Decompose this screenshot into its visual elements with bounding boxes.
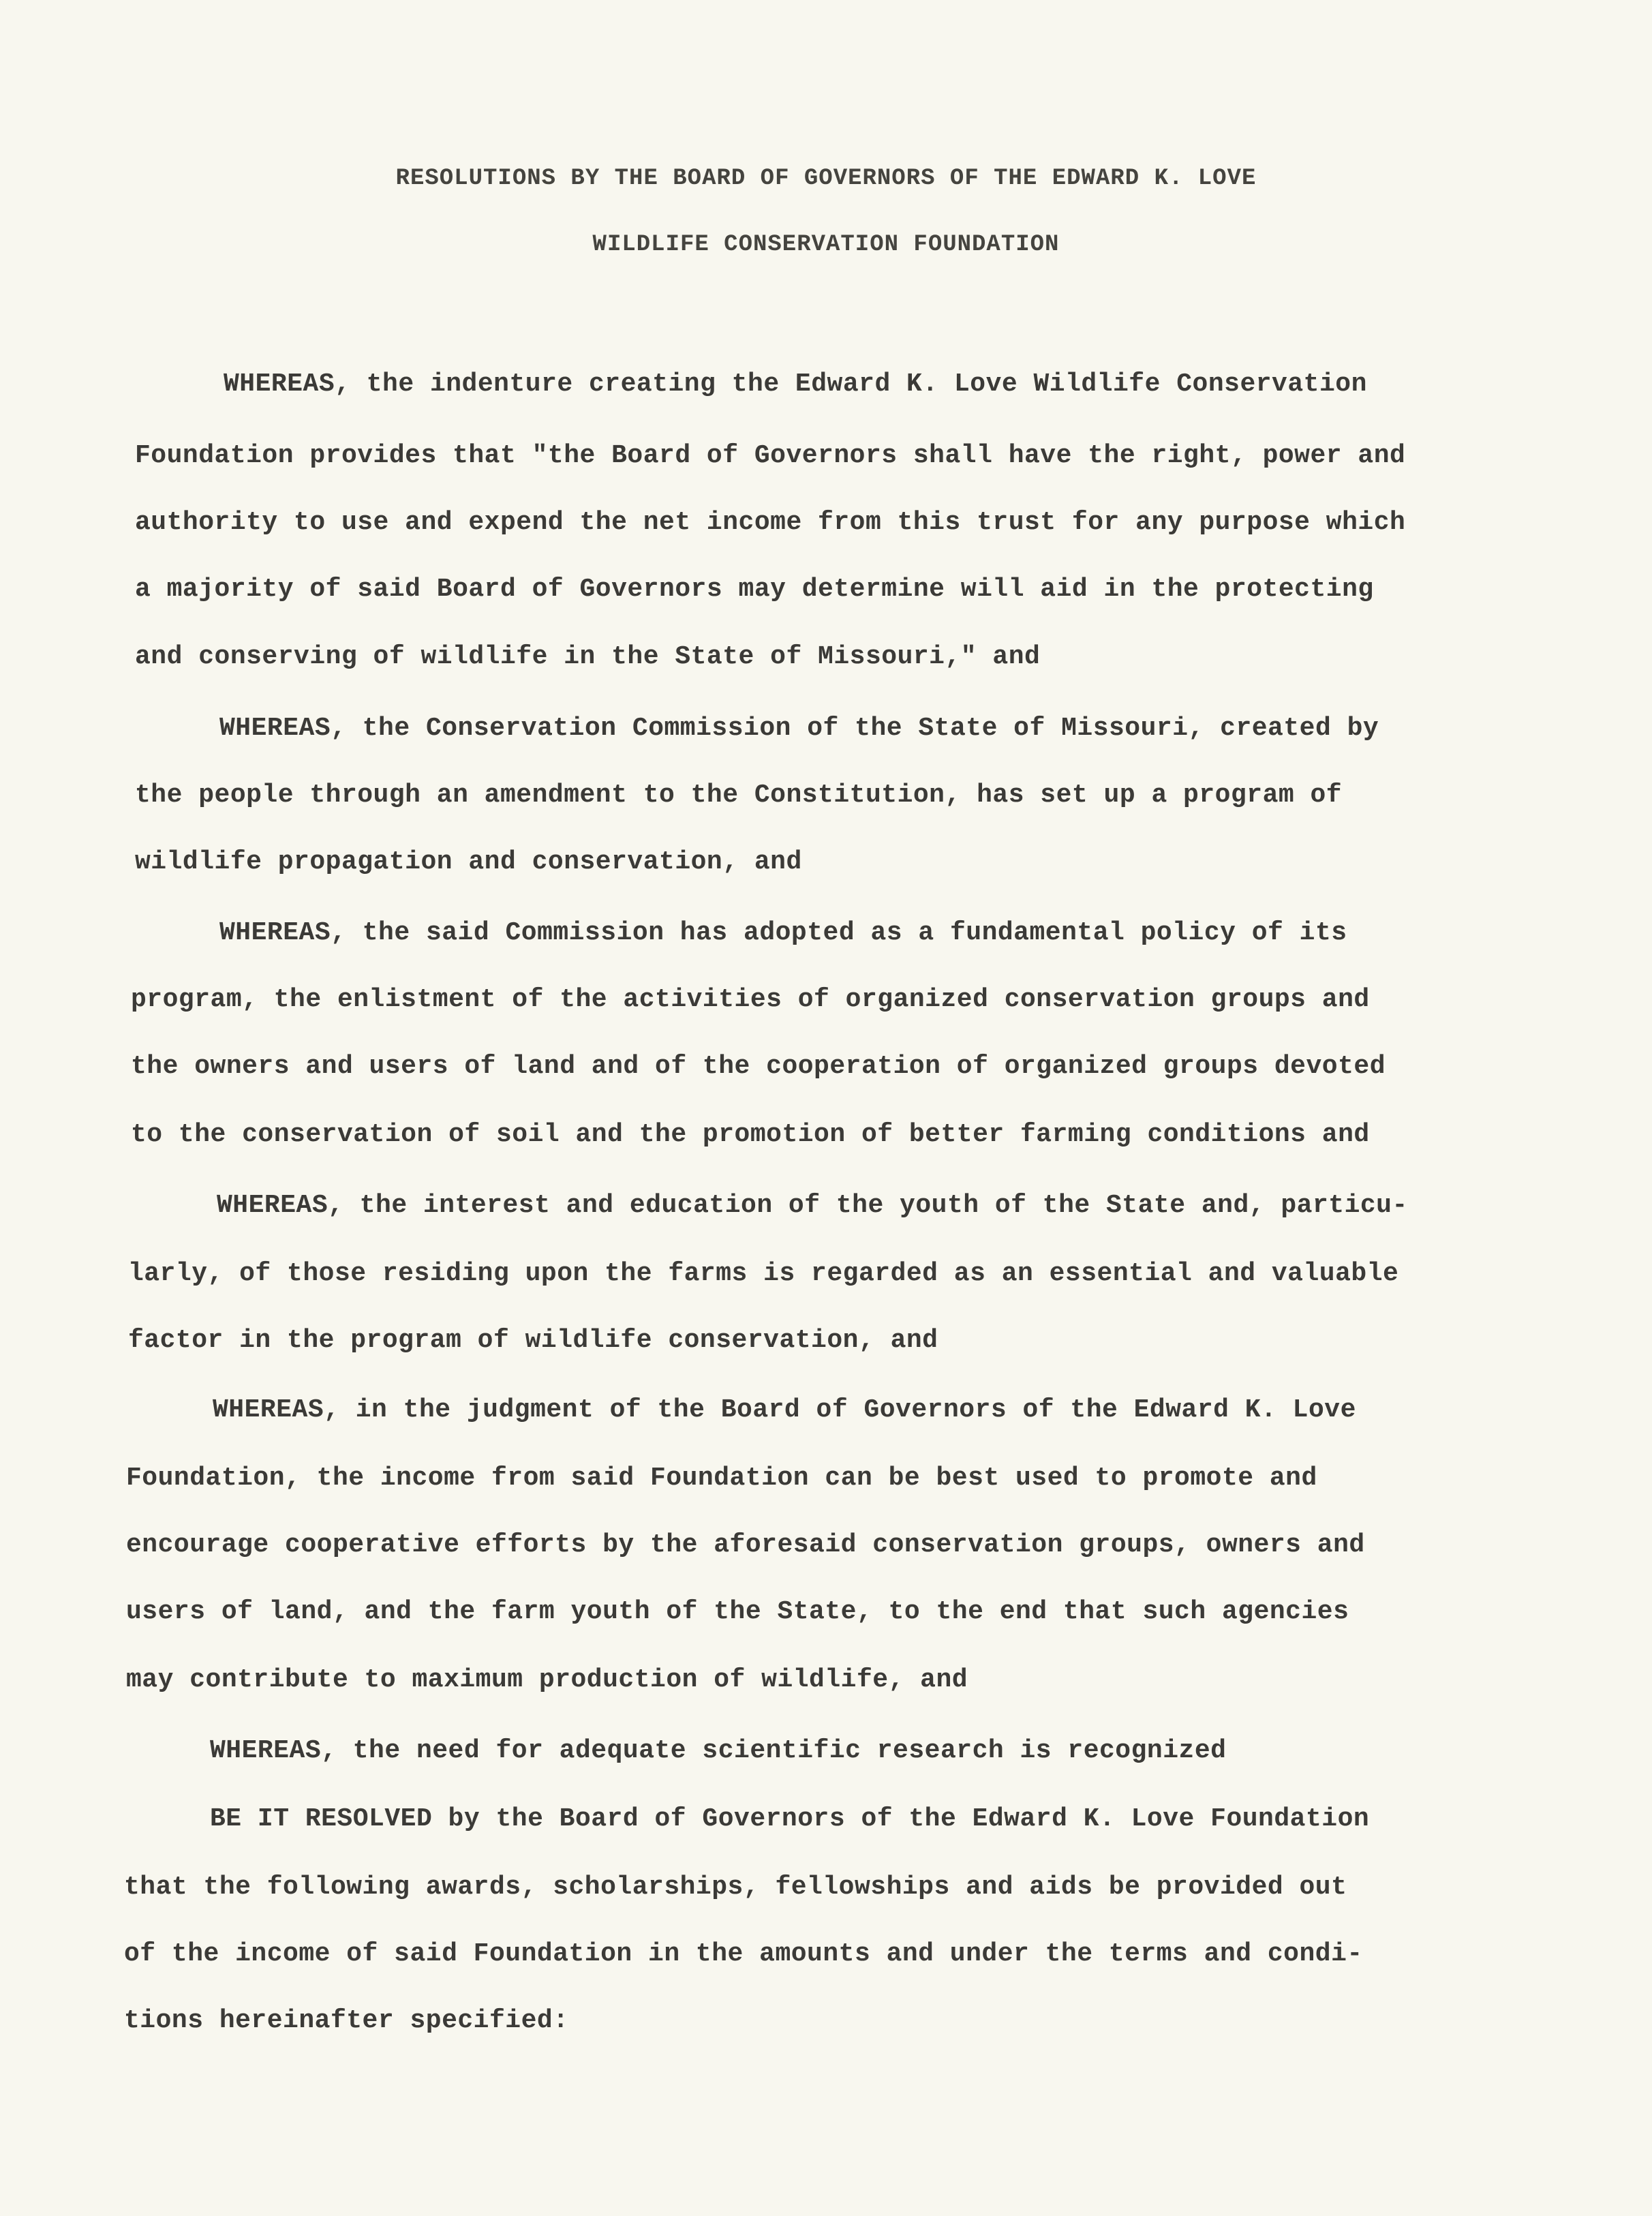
body-line: program, the enlistment of the activities of organized conservation groups and — [131, 985, 1370, 1014]
body-line: that the following awards, scholarships, fellowships and aids be provided out — [124, 1872, 1347, 1902]
body-line: users of land, and the farm youth of the State, to the end that such agencies — [126, 1597, 1349, 1626]
document-title-line-1: RESOLUTIONS BY THE BOARD OF GOVERNORS OF THE EDWARD K. LOVE — [395, 166, 1257, 192]
body-line: encourage cooperative efforts by the aforesaid conservation groups, owners and — [126, 1530, 1365, 1560]
body-line: factor in the program of wildlife conservation, and — [128, 1326, 938, 1355]
body-line: WHEREAS, the said Commission has adopted as a fundamental policy of its — [219, 918, 1347, 947]
body-line: WHEREAS, the indenture creating the Edward K. Love Wildlife Conservation — [224, 369, 1367, 399]
body-line: larly, of those residing upon the farms is regarded as an essential and valuable — [128, 1259, 1399, 1288]
body-line: authority to use and expend the net income from this trust for any purpose which — [135, 508, 1406, 537]
body-line: of the income of said Foundation in the amounts and under the terms and condi- — [124, 1939, 1363, 1969]
body-line: the people through an amendment to the Constitution, has set up a program of — [135, 780, 1343, 810]
body-line: the owners and users of land and of the cooperation of organized groups devoted — [131, 1052, 1386, 1081]
body-line: a majority of said Board of Governors may determine will aid in the protecting — [135, 575, 1374, 604]
body-line: WHEREAS, the interest and education of the youth of the State and, particu- — [217, 1191, 1408, 1220]
document-title-line-2: WILDLIFE CONSERVATION FOUNDATION — [592, 232, 1060, 258]
body-line: WHEREAS, the need for adequate scientific research is recognized — [210, 1736, 1227, 1765]
body-line: tions hereinafter specified: — [124, 2006, 569, 2035]
body-line: WHEREAS, in the judgment of the Board of Governors of the Edward K. Love — [213, 1395, 1356, 1425]
body-line: BE IT RESOLVED by the Board of Governors of the Edward K. Love Foundation — [210, 1804, 1370, 1834]
body-line: to the conservation of soil and the promotion of better farming conditions and — [131, 1120, 1370, 1149]
body-line: Foundation, the income from said Foundation can be best used to promote and — [126, 1463, 1317, 1493]
body-line: WHEREAS, the Conservation Commission of the State of Missouri, created by — [219, 714, 1379, 743]
body-line: Foundation provides that "the Board of Governors shall have the right, power and — [135, 441, 1406, 470]
body-line: wildlife propagation and conservation, and — [135, 847, 802, 877]
body-line: and conserving of wildlife in the State of Missouri," and — [135, 642, 1041, 671]
body-line: may contribute to maximum production of wildlife, and — [126, 1665, 968, 1695]
